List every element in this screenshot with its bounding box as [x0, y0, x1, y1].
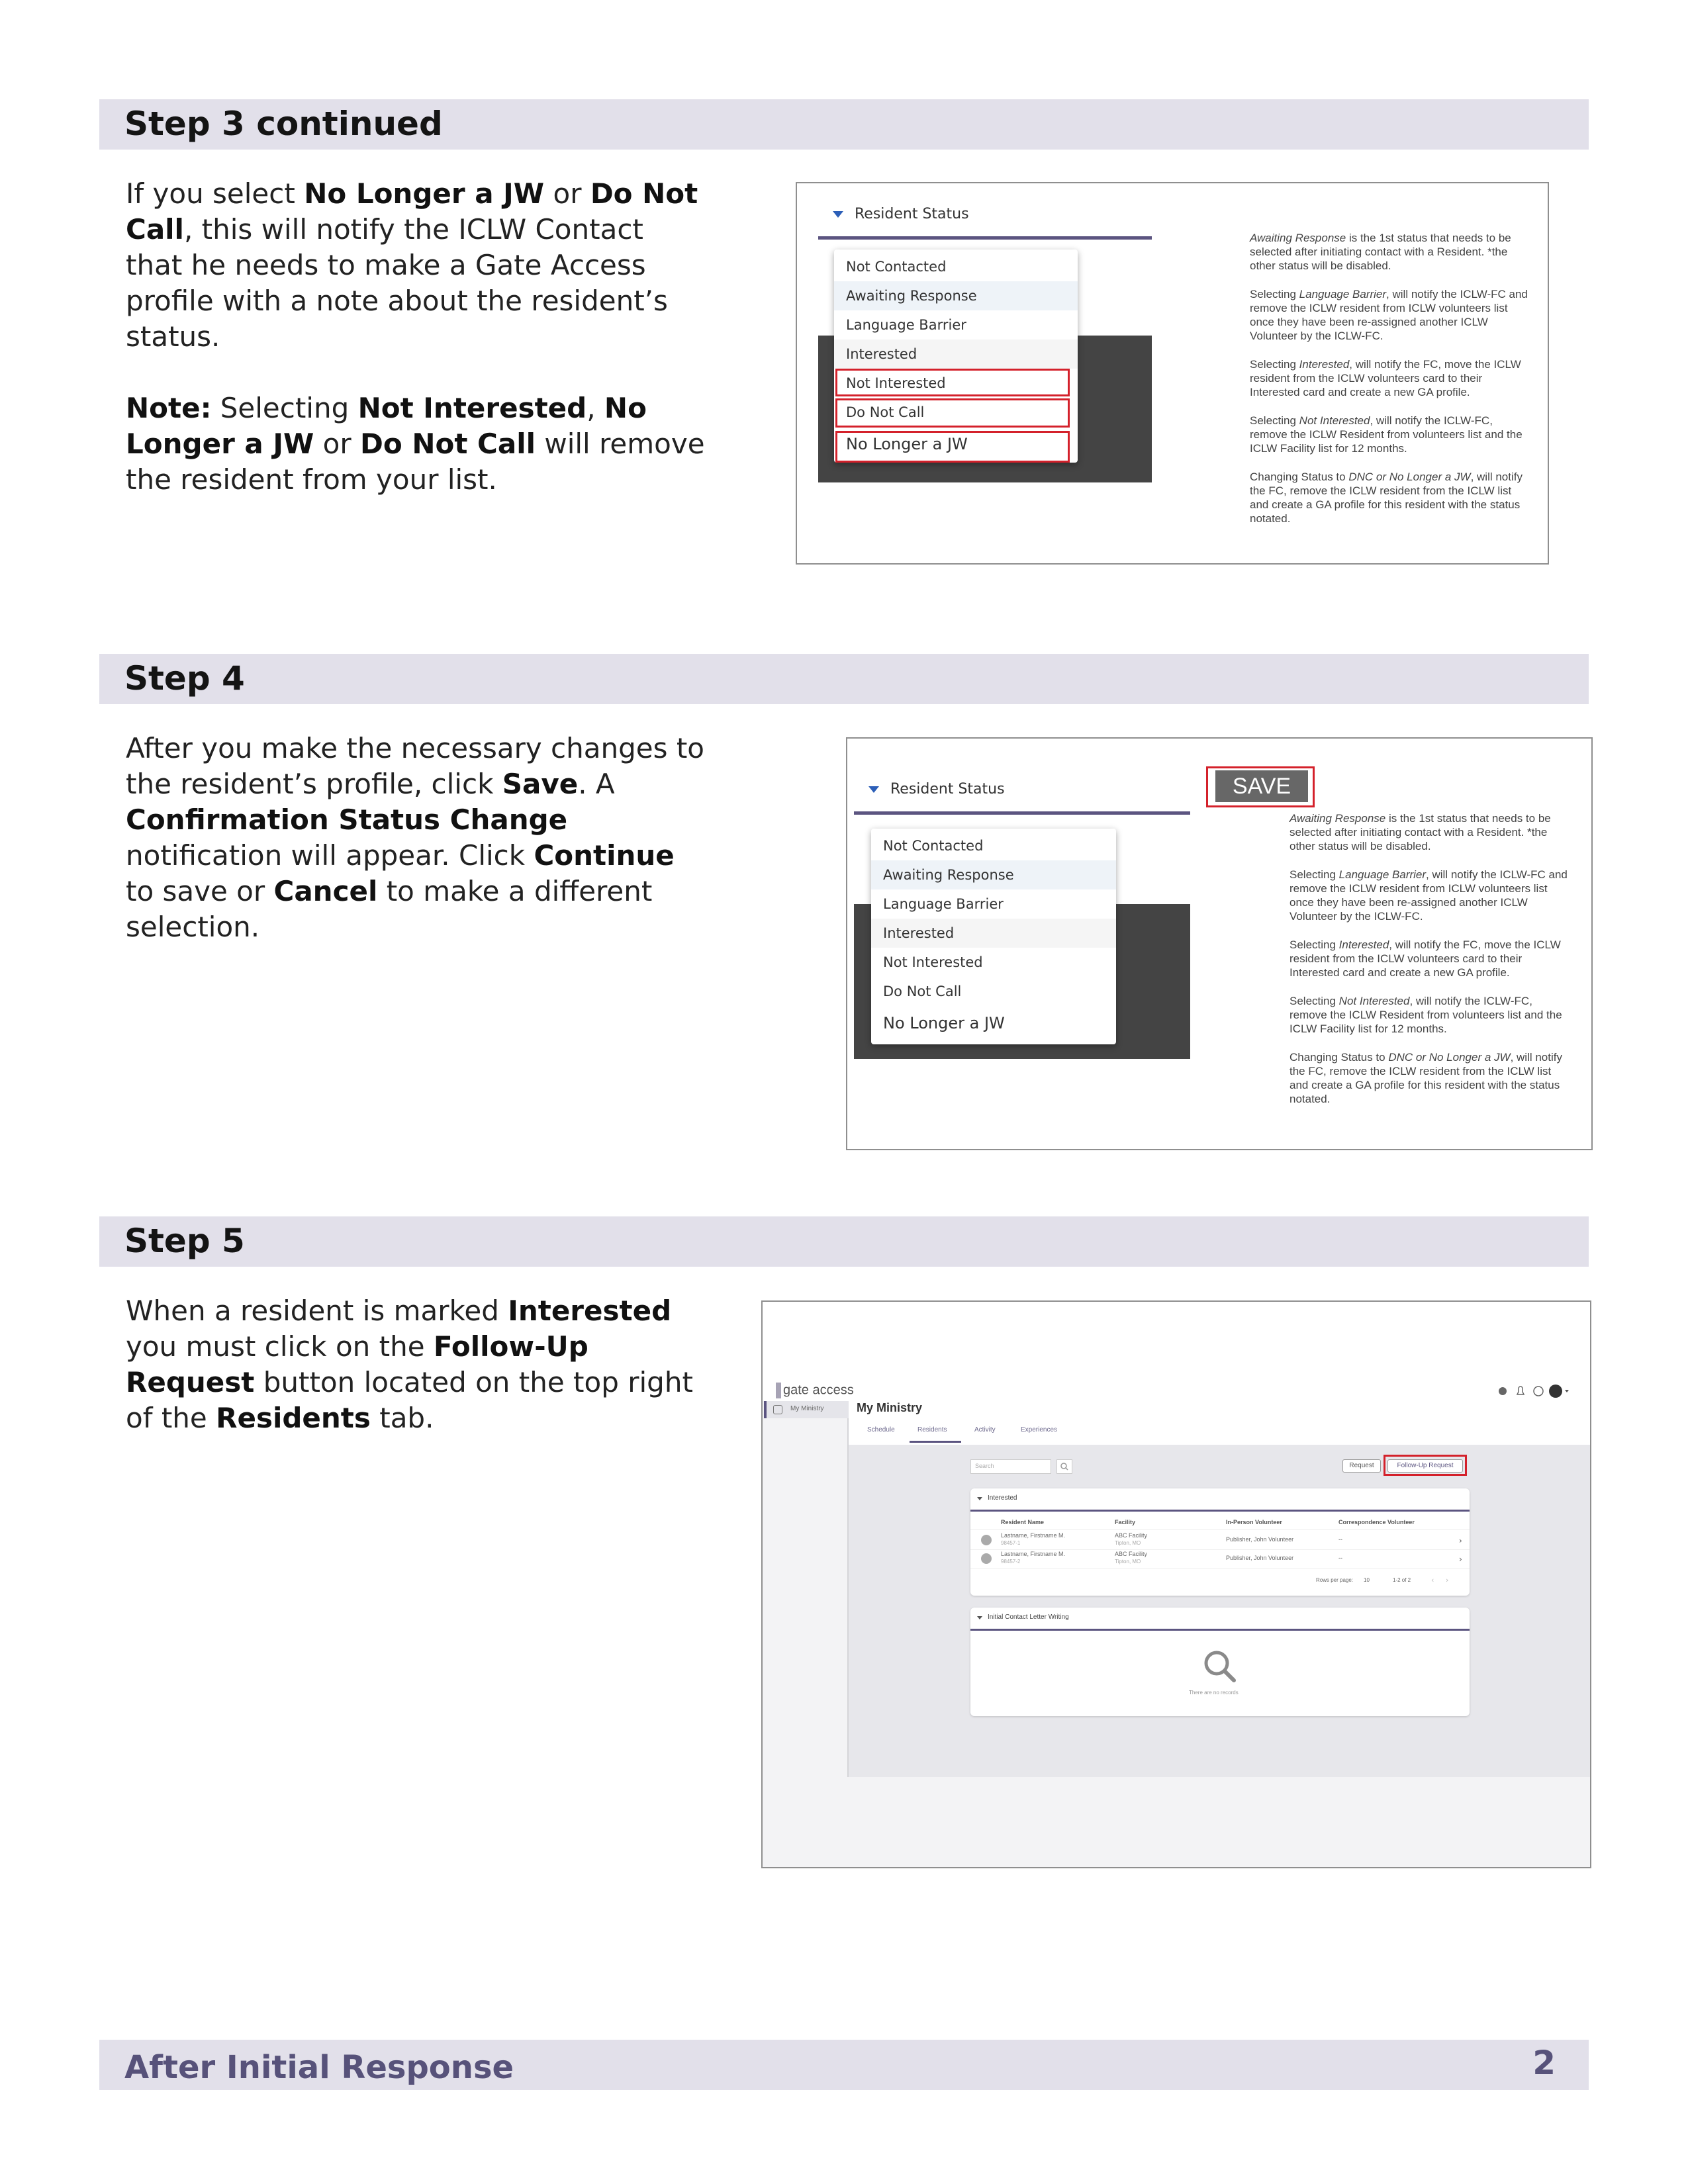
- step5-header-band: [99, 1216, 1589, 1267]
- option-do-not-call[interactable]: Do Not Call: [846, 404, 925, 420]
- step3-text: [126, 176, 708, 498]
- rows-per-page-select[interactable]: 10: [1364, 1577, 1370, 1583]
- letter-card-title: Initial Contact Letter Writing: [988, 1614, 1069, 1621]
- step5-title: Step 5: [124, 1222, 245, 1260]
- row-name: Lastname, Firstname M.: [1001, 1551, 1066, 1557]
- col-resident-name[interactable]: Resident Name: [1001, 1519, 1045, 1525]
- chevron-down-icon: [1565, 1390, 1569, 1392]
- option-no-longer-jw[interactable]: No Longer a JW: [846, 435, 968, 453]
- search-button[interactable]: [1056, 1459, 1072, 1474]
- status-panel-2: [854, 772, 1190, 1063]
- table-row[interactable]: [970, 1531, 1470, 1550]
- caret-down-icon: [977, 1497, 982, 1500]
- row-city: Tipton, MO: [1115, 1540, 1141, 1546]
- search-input[interactable]: [970, 1459, 1051, 1474]
- row-name: Lastname, Firstname M.: [1001, 1532, 1066, 1539]
- option-do-not-call[interactable]: Do Not Call: [883, 983, 962, 999]
- row-facility: ABC Facility: [1115, 1551, 1148, 1557]
- letter-card-header[interactable]: [970, 1608, 1470, 1631]
- resident-status-label: Resident Status: [855, 206, 969, 222]
- top-icons: [1483, 1383, 1575, 1400]
- tab-activity[interactable]: Activity: [974, 1426, 996, 1433]
- step3-header-band: [99, 99, 1589, 150]
- step4-header-band: [99, 654, 1589, 704]
- tab-residents[interactable]: Residents: [917, 1426, 947, 1433]
- footer-band: [99, 2040, 1589, 2090]
- interested-card: [970, 1488, 1470, 1596]
- resident-status-label-2: Resident Status: [890, 781, 1005, 797]
- option-not-interested[interactable]: Not Interested: [846, 375, 946, 391]
- note-awaiting: Awaiting Response is the 1st status that needs to be selected after initiating contact with a Resident. *the other status will be disabled.: [1289, 812, 1551, 852]
- chevron-right-icon[interactable]: ›: [1459, 1536, 1462, 1545]
- option-language-barrier[interactable]: Language Barrier: [846, 317, 966, 333]
- interested-card-header[interactable]: [970, 1488, 1470, 1512]
- col-in-person: In-Person Volunteer: [1226, 1519, 1282, 1525]
- avatar: [1549, 1385, 1562, 1398]
- follow-up-request-button[interactable]: Follow-Up Request: [1387, 1459, 1463, 1473]
- resident-status-header[interactable]: [818, 197, 1152, 240]
- bottom-fade: [763, 1777, 1590, 1867]
- caret-down-icon: [977, 1616, 982, 1619]
- col-facility: Facility: [1115, 1519, 1136, 1525]
- option-interested[interactable]: Interested: [834, 340, 1078, 369]
- help-icon: [1534, 1387, 1543, 1396]
- sidebar-item-my-ministry[interactable]: [764, 1401, 849, 1418]
- save-button[interactable]: SAVE: [1215, 770, 1308, 802]
- empty-state-text: There are no records: [1189, 1690, 1239, 1696]
- tab-residents-underline: [910, 1441, 961, 1443]
- status-panel: [818, 197, 1152, 482]
- status-dropdown-2: [871, 829, 1116, 1044]
- note-language: Selecting Language Barrier, will notify the ICLW-FC and remove the ICLW resident from ICLW volunteers list once they have been re-assigned another ICLW Volunteer by the ICLW-FC.: [1289, 868, 1568, 923]
- step3-para2: Note: Selecting Not Interested, No Longer a JW or Do Not Call will remove the resident from your list.: [126, 392, 705, 496]
- step3-figure: [796, 182, 1549, 565]
- person-avatar-icon: [981, 1535, 992, 1545]
- step5-figure: [761, 1300, 1591, 1868]
- footer-title: After Initial Response: [124, 2049, 514, 2086]
- note-interested: Selecting Interested, will notify the FC, move the ICLW resident from the ICLW volunteers card to their Interested card and create a new GA profile.: [1250, 358, 1521, 398]
- option-not-contacted[interactable]: Not Contacted: [883, 838, 984, 854]
- bell-icon: [1517, 1387, 1524, 1394]
- note-dnc: Changing Status to DNC or No Longer a JW, will notify the FC, remove the ICLW resident from the ICLW list and create a GA profile for this resident with the status notated.: [1289, 1051, 1562, 1105]
- row-id: 98457-1: [1001, 1540, 1021, 1546]
- step4-figure: [846, 737, 1593, 1150]
- step3-title: Step 3 continued: [124, 105, 443, 143]
- step3-para1: If you select No Longer a JW or Do Not Call, this will notify the ICLW Contact that he needs to make a Gate Access profile with a note about the resident’s status.: [126, 177, 698, 353]
- row-facility: ABC Facility: [1115, 1532, 1148, 1539]
- page-title: My Ministry: [857, 1401, 923, 1414]
- search-placeholder: Search: [975, 1463, 994, 1469]
- status-notes: [1250, 231, 1528, 540]
- person-avatar-icon: [981, 1553, 992, 1564]
- home-icon: [773, 1405, 782, 1414]
- request-button[interactable]: Request: [1342, 1459, 1381, 1473]
- row-correspondence: --: [1338, 1555, 1342, 1561]
- header-icons: [1483, 1383, 1575, 1400]
- caret-down-icon: [868, 786, 879, 793]
- highlight-no-longer-jw: [835, 431, 1070, 463]
- main-area: [849, 1445, 1590, 1778]
- row-correspondence: --: [1338, 1536, 1342, 1543]
- highlight-not-interested: [835, 369, 1070, 396]
- prev-page-icon[interactable]: ‹: [1431, 1576, 1434, 1584]
- letter-writing-card: [970, 1608, 1470, 1716]
- logo-text: gate access: [783, 1383, 854, 1398]
- highlight-follow-up: [1383, 1455, 1467, 1476]
- interested-card-title: Interested: [988, 1494, 1017, 1502]
- option-not-contacted[interactable]: Not Contacted: [846, 259, 947, 275]
- resident-status-header-2[interactable]: [854, 772, 1190, 815]
- row-city: Tipton, MO: [1115, 1559, 1141, 1565]
- note-not-interested: Selecting Not Interested, will notify the ICLW-FC, remove the ICLW Resident from volunteers list and the ICLW Facility list for 12 months.: [1289, 995, 1562, 1035]
- status-notes-2: [1289, 811, 1571, 1120]
- option-not-interested[interactable]: Not Interested: [883, 954, 983, 970]
- magnifier-icon: [1199, 1646, 1239, 1686]
- note-not-interested: Selecting Not Interested, will notify the ICLW-FC, remove the ICLW Resident from volunteers list and the ICLW Facility list for 12 months.: [1250, 414, 1523, 455]
- tab-experiences[interactable]: Experiences: [1021, 1426, 1058, 1433]
- caret-down-icon: [833, 211, 843, 218]
- rows-per-page-label: Rows per page:: [1316, 1577, 1354, 1583]
- col-correspondence: Correspondence Volunteer: [1338, 1519, 1415, 1525]
- note-dnc: Changing Status to DNC or No Longer a JW, will notify the FC, remove the ICLW resident from the ICLW list and create a GA profile for this resident with the status notated.: [1250, 471, 1523, 525]
- gate-access-logo[interactable]: [776, 1383, 854, 1398]
- highlight-do-not-call: [835, 398, 1070, 428]
- note-awaiting: Awaiting Response is the 1st status that needs to be selected after initiating contact with a Resident. *the other status will be disabled.: [1250, 232, 1511, 272]
- note-interested: Selecting Interested, will notify the FC, move the ICLW resident from the ICLW volunteers card to their Interested card and create a new GA profile.: [1289, 938, 1561, 979]
- page-range: 1-2 of 2: [1393, 1577, 1411, 1583]
- option-awaiting-response[interactable]: Awaiting Response: [834, 281, 1078, 310]
- people-icon: [1499, 1387, 1507, 1395]
- page-number: 2: [1532, 2044, 1556, 2082]
- step5-para1: When a resident is marked Interested you must click on the Follow-Up Request button located on the top right of the Residents tab.: [126, 1295, 693, 1434]
- note-language: Selecting Language Barrier, will notify the ICLW-FC and remove the ICLW resident from ICLW volunteers list once they have been re-assigned another ICLW Volunteer by the ICLW-FC.: [1250, 288, 1528, 342]
- chevron-right-icon[interactable]: ›: [1459, 1555, 1462, 1564]
- row-id: 98457-2: [1001, 1559, 1021, 1565]
- table-row[interactable]: [970, 1549, 1470, 1569]
- step4-title: Step 4: [124, 659, 245, 698]
- page-header: [849, 1401, 1590, 1445]
- option-no-longer-jw[interactable]: No Longer a JW: [883, 1014, 1005, 1032]
- search-icon: [1057, 1460, 1072, 1473]
- table-header: [970, 1516, 1470, 1530]
- option-language-barrier[interactable]: Language Barrier: [883, 896, 1004, 912]
- step4-text: [126, 731, 708, 945]
- row-in-person: Publisher, John Volunteer: [1226, 1536, 1294, 1543]
- step5-text: [126, 1293, 708, 1436]
- row-in-person: Publisher, John Volunteer: [1226, 1555, 1294, 1561]
- logo-mark-icon: [776, 1383, 781, 1398]
- option-awaiting-response[interactable]: Awaiting Response: [871, 860, 1116, 889]
- sidebar-item-label: My Ministry: [790, 1405, 824, 1412]
- next-page-icon[interactable]: ›: [1446, 1576, 1449, 1584]
- step4-para1: After you make the necessary changes to the resident’s profile, click Save. A Confirmation Status Change notification will appear. Click Continue to save or Cancel to make a different selection.: [126, 732, 705, 943]
- tab-schedule[interactable]: Schedule: [867, 1426, 895, 1433]
- highlight-save: [1206, 766, 1315, 807]
- pagination: [1301, 1576, 1467, 1588]
- option-interested[interactable]: Interested: [871, 919, 1116, 948]
- sidebar: [763, 1401, 849, 1778]
